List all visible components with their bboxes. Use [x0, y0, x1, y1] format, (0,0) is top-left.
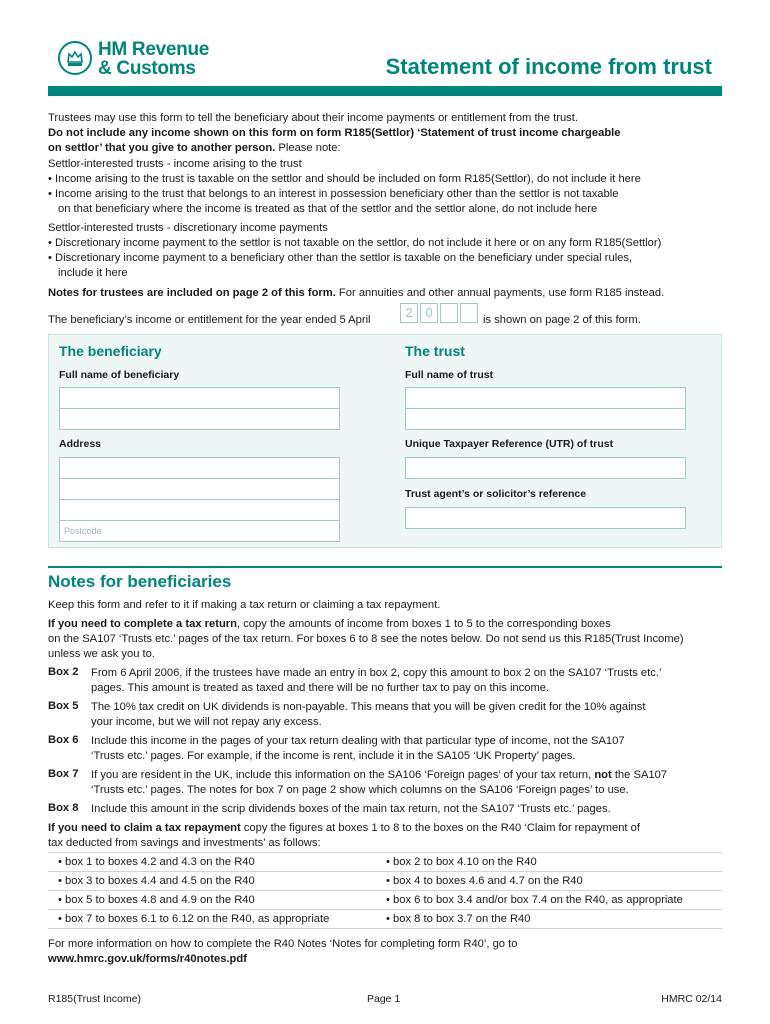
intro-line: Settlor-interested trusts - discretionary income payments: [48, 222, 328, 234]
notes-line: on the SA107 ‘Trusts etc.’ pages of the tax return. For boxes 6 to 8 see the notes below. Do not send us this R185(Trust Income): [48, 633, 684, 645]
beneficiary-name-field-2[interactable]: [59, 408, 340, 430]
trust-heading: The trust: [405, 343, 465, 359]
intro-line: Trustees may use this form to tell the beneficiary about their income payments or entitlement from the trust.: [48, 112, 578, 124]
notes-line: unless we ask you to.: [48, 648, 155, 660]
header-bar: [48, 86, 722, 96]
box-text: From 6 April 2006, if the trustees have made an entry in box 2, copy this amount to box 2 on the SA107 ‘Trusts etc.’: [91, 667, 662, 679]
trust-name-label: Full name of trust: [405, 369, 494, 381]
box-text: pages. This amount is treated as taxed and there will be no further tax to pay on this income.: [91, 682, 550, 694]
box-text: your income, but we will not repay any excess.: [91, 716, 322, 728]
utr-label: Unique Taxpayer Reference (UTR) of trust: [405, 438, 614, 450]
intro-bullet: • Income arising to the trust is taxable on the settlor and should be included on form R185(Settlor), do not include it here: [48, 173, 641, 185]
intro-bold: on settlor’ that you give to another person.: [48, 142, 276, 154]
table-cell: • box 2 to box 4.10 on the R40: [386, 856, 537, 868]
box-text: The 10% tax credit on UK dividends is non-payable. This means that you will be given credit for the 10% against: [91, 701, 646, 713]
hmrc-crest-icon: [58, 41, 92, 75]
intro-bullet: • Income arising to the trust that belongs to an interest in possession beneficiary other than the settlor is not taxable: [48, 188, 619, 200]
beneficiary-name-field-1[interactable]: [59, 387, 340, 409]
intro-line: Settlor-interested trusts - income arising to the trust: [48, 158, 302, 170]
box-label: Box 6: [48, 734, 79, 746]
table-cell: • box 3 to boxes 4.4 and 4.5 on the R40: [58, 875, 255, 887]
box-text: [91, 768, 667, 783]
footer-page: Page 1: [367, 993, 401, 1005]
notes-line: [48, 617, 611, 632]
notes-trustees-rest: For annuities and other annual payments, use form R185 instead.: [335, 287, 665, 299]
table-row: [48, 852, 722, 871]
table-cell: • box 8 to box 3.7 on the R40: [386, 913, 531, 925]
footer-form-id: R185(Trust Income): [48, 993, 141, 1005]
notes-line: Keep this form and refer to it if making a tax return or claiming a tax repayment.: [48, 599, 441, 611]
year-digit-box[interactable]: [440, 303, 458, 323]
box-label: Box 8: [48, 802, 79, 814]
box-label: Box 2: [48, 666, 79, 678]
box-text: Include this income in the pages of your tax return dealing with that particular type of income, not the SA107: [91, 735, 625, 747]
tax-return-bold: If you need to complete a tax return: [48, 618, 237, 630]
r40-notes-link[interactable]: www.hmrc.gov.uk/forms/r40notes.pdf: [48, 953, 247, 965]
notes-trustees-bold: Notes for trustees are included on page 2 of this form.: [48, 287, 336, 299]
repayment-rest: copy the figures at boxes 1 to 8 to the boxes on the R40 ‘Claim for repayment of: [240, 822, 640, 834]
postcode-placeholder: Postcode: [64, 526, 102, 536]
year-digit-box[interactable]: [460, 303, 478, 323]
year-sentence-start: The beneficiary’s income or entitlement for the year ended 5 April: [48, 314, 371, 326]
page-title: Statement of income from trust: [385, 54, 712, 79]
intro-bullet: • Discretionary income payment to the settlor is not taxable on the settlor, do not include it here or on any form R185(Settlor): [48, 237, 662, 249]
beneficiary-heading: The beneficiary: [59, 343, 162, 359]
table-cell: • box 6 to box 3.4 and/or box 7.4 on the R40, as appropriate: [386, 894, 683, 906]
intro-line: [48, 141, 341, 156]
more-info-line: For more information on how to complete the R40 Notes ‘Notes for completing form R40’, go to: [48, 938, 518, 950]
table-cell: • box 4 to boxes 4.6 and 4.7 on the R40: [386, 875, 583, 887]
box-text: ‘Trusts etc.’ pages. The notes for box 7 on page 2 show which columns on the SA106 ‘Foreign pages’ to use.: [91, 784, 629, 796]
table-row: [48, 890, 722, 909]
box-text: ‘Trusts etc.’ pages. For example, if the income is rent, include it in the SA105 ‘UK Property’ pages.: [91, 750, 576, 762]
address-label: Address: [59, 438, 102, 450]
table-bottom-rule: [48, 928, 722, 929]
table-cell: • box 5 to boxes 4.8 and 4.9 on the R40: [58, 894, 255, 906]
box7-text-a: If you are resident in the UK, include this information on the SA106 ‘Foreign pages’ of your tax return,: [91, 769, 595, 781]
box-label: Box 5: [48, 700, 79, 712]
table-row: [48, 871, 722, 890]
box-label: Box 7: [48, 768, 79, 780]
address-field-2[interactable]: [59, 478, 340, 500]
intro-bullet-cont: include it here: [58, 267, 128, 279]
address-field-3[interactable]: [59, 499, 340, 521]
utr-field[interactable]: [405, 457, 686, 479]
box-text: Include this amount in the scrip dividends boxes of the main tax return, not the SA107 ‘Trusts etc.’ pages.: [91, 803, 611, 815]
trust-name-field-1[interactable]: [405, 387, 686, 409]
intro-rest: Please note:: [275, 142, 341, 154]
agent-ref-field[interactable]: [405, 507, 686, 529]
repayment-line: tax deducted from savings and investments’ as follows:: [48, 837, 321, 849]
logo-line-2: & Customs: [98, 58, 196, 79]
repayment-bold: If you need to claim a tax repayment: [48, 822, 241, 834]
agent-ref-label: Trust agent’s or solicitor’s reference: [405, 488, 587, 500]
box7-text-c: the SA107: [611, 769, 668, 781]
tax-return-rest: , copy the amounts of income from boxes 1 to 5 to the corresponding boxes: [236, 618, 611, 630]
intro-bullet: • Discretionary income payment to a beneficiary other than the settlor is taxable on the beneficiary under special rules,: [48, 252, 633, 264]
table-row: [48, 909, 722, 928]
box7-text-not: not: [594, 769, 612, 781]
postcode-field[interactable]: [59, 520, 340, 542]
repayment-line: [48, 821, 640, 836]
table-cell: • box 7 to boxes 6.1 to 6.12 on the R40, as appropriate: [58, 913, 330, 925]
year-digit-box[interactable]: 2: [400, 303, 418, 323]
footer-version: HMRC 02/14: [661, 993, 722, 1005]
year-sentence-end: is shown on page 2 of this form.: [483, 314, 641, 326]
beneficiary-name-label: Full name of beneficiary: [59, 369, 180, 381]
trust-name-field-2[interactable]: [405, 408, 686, 430]
intro-line: Do not include any income shown on this form on form R185(Settlor) ‘Statement of trust income chargeable: [48, 127, 621, 139]
address-field-1[interactable]: [59, 457, 340, 479]
section-divider: [48, 566, 722, 568]
logo-line-1: HM Revenue: [98, 39, 210, 60]
table-cell: • box 1 to boxes 4.2 and 4.3 on the R40: [58, 856, 255, 868]
notes-title: Notes for beneficiaries: [48, 572, 232, 591]
intro-bullet-cont: on that beneficiary where the income is treated as that of the settlor and the settlor alone, do not include here: [58, 203, 598, 215]
intro-line: [48, 286, 664, 301]
year-digit-box[interactable]: 0: [420, 303, 438, 323]
